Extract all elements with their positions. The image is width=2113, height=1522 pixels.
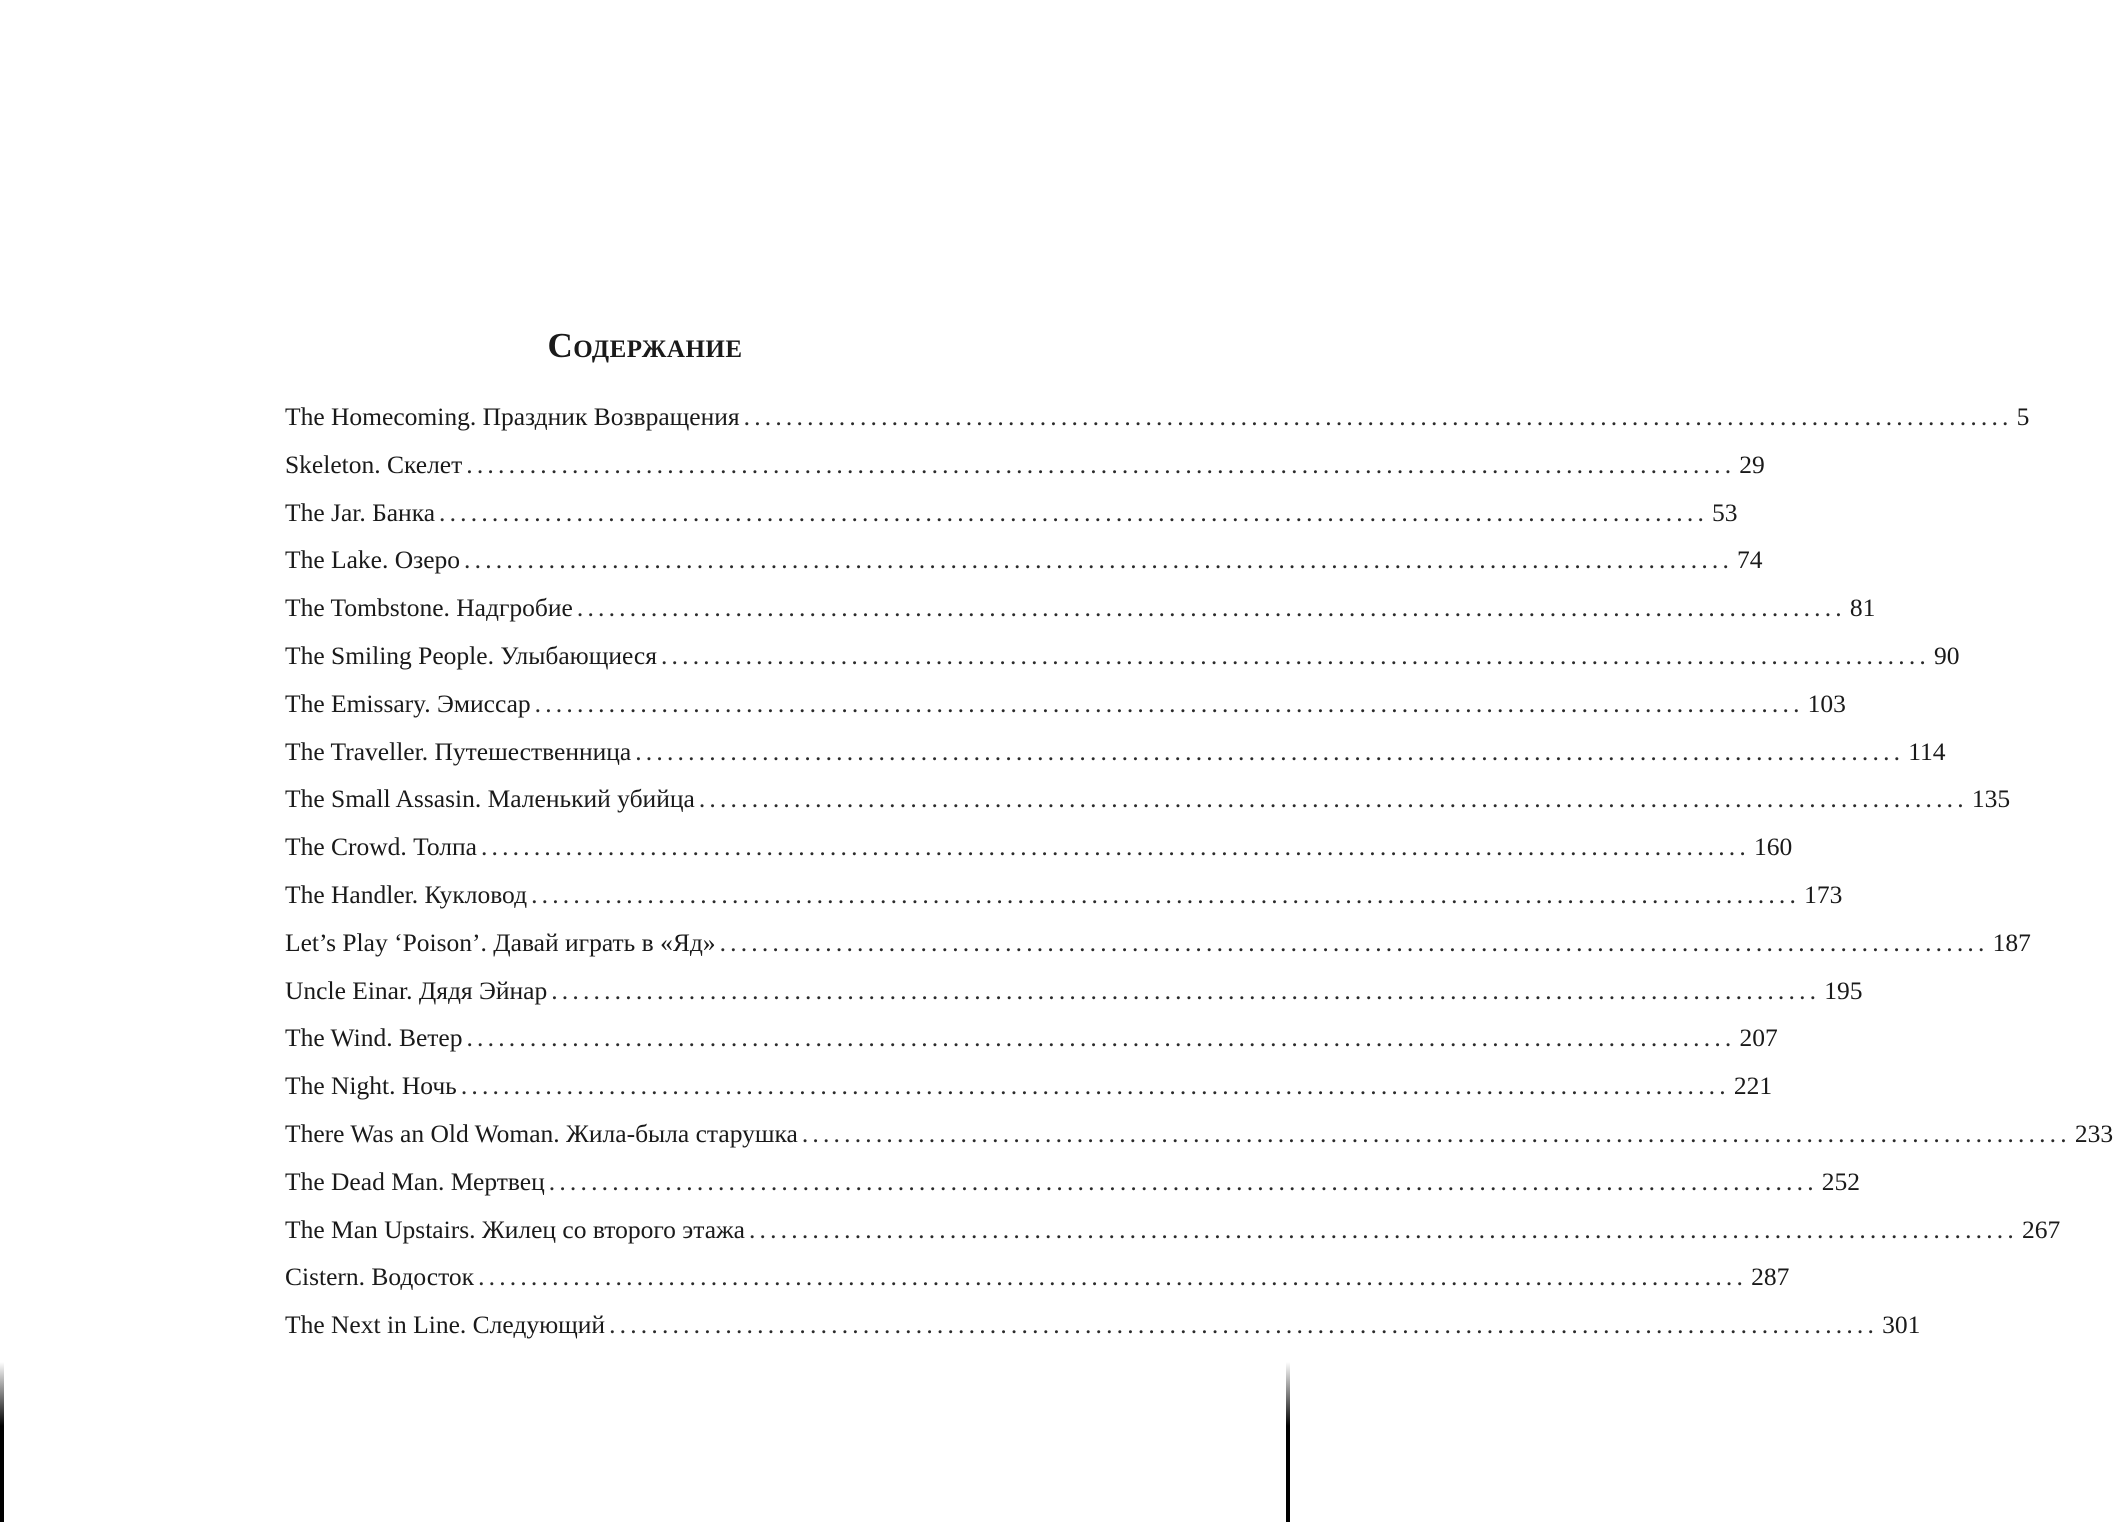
toc-entry — [285, 632, 1960, 680]
dot-leader: ........................................................................................................................ — [609, 1310, 1879, 1340]
toc-entry-title: The Lake. Озеро — [285, 545, 461, 575]
dot-leader: ........................................................................................................................ — [534, 688, 1804, 718]
toc-entry-page: 221 — [1733, 1071, 1773, 1101]
toc-entry — [285, 536, 1763, 584]
toc-entry — [285, 680, 1846, 728]
dot-leader: ........................................................................................................................ — [551, 975, 1821, 1005]
page-title: Содержание — [547, 326, 743, 365]
dot-leader: ........................................................................................................................ — [439, 497, 1709, 527]
toc-entry-page: 114 — [1908, 736, 1946, 766]
dot-leader: ........................................................................................................................ — [743, 402, 2013, 431]
toc-entry-title: Skeleton. Скелет — [285, 449, 463, 479]
toc-entry-page: 187 — [1992, 927, 2031, 957]
toc-entry — [285, 871, 1843, 919]
toc-entry-page: 74 — [1737, 545, 1763, 575]
toc-entry-title: Let’s Play ‘Poison’. Давай играть в «Яд» — [285, 927, 716, 957]
toc-entry — [285, 967, 1863, 1015]
toc-entry-title: The Man Upstairs. Жилец со второго этажа — [285, 1214, 745, 1244]
toc-entry-page: 252 — [1821, 1166, 1861, 1196]
dot-leader: ........................................................................................................................ — [531, 879, 1801, 909]
toc-entry — [285, 1062, 1773, 1110]
dot-leader: ........................................................................................................................ — [480, 832, 1750, 862]
toc-entry-page: 90 — [1933, 640, 1960, 670]
toc-entry-page: 53 — [1712, 497, 1738, 527]
toc-entry-title: The Crowd. Толпа — [285, 832, 477, 862]
toc-entry — [285, 1158, 1861, 1206]
toc-entry-page: 5 — [2016, 402, 2030, 431]
dot-leader: ........................................................................................................................ — [466, 1023, 1736, 1053]
toc-entry — [285, 584, 1876, 632]
dot-leader: ........................................................................................................................ — [464, 545, 1734, 575]
toc-entry-page: 267 — [2021, 1214, 2061, 1244]
toc-entry-page: 81 — [1849, 593, 1876, 623]
toc-entry-page: 135 — [1971, 784, 2011, 814]
table-of-contents — [285, 393, 2113, 1349]
toc-entry-page: 301 — [1882, 1310, 1921, 1340]
toc-entry — [285, 1110, 2113, 1158]
toc-entry-title: The Tombstone. Надгробие — [285, 593, 573, 623]
dot-leader: ........................................................................................................................ — [548, 1166, 1818, 1196]
toc-entry — [285, 728, 1946, 776]
toc-entry-title: The Traveller. Путешественница — [285, 736, 632, 766]
dot-leader: ........................................................................................................................ — [460, 1071, 1730, 1101]
toc-entry-page: 29 — [1739, 449, 1765, 479]
toc-entry-page: 160 — [1753, 832, 1793, 862]
toc-entry-page: 173 — [1804, 879, 1843, 909]
toc-entry-title: Cistern. Водосток — [285, 1262, 475, 1292]
toc-entry — [285, 489, 1738, 537]
toc-entry — [285, 919, 2031, 967]
dot-leader: ........................................................................................................................ — [748, 1214, 2018, 1244]
dot-leader: ........................................................................................................................ — [635, 736, 1905, 766]
dot-leader: ........................................................................................................................ — [576, 593, 1846, 623]
dot-leader: ........................................................................................................................ — [660, 640, 1930, 670]
toc-entry-title: Uncle Einar. Дядя Эйнар — [285, 975, 548, 1005]
toc-entry — [285, 823, 1793, 871]
toc-entry-title: The Jar. Банка — [285, 497, 436, 527]
toc-entry-page: 287 — [1751, 1262, 1790, 1292]
toc-entry-title: The Homecoming. Праздник Возвращения — [285, 402, 740, 431]
dot-leader: ........................................................................................................................ — [698, 784, 1968, 814]
dot-leader: ........................................................................................................................ — [466, 449, 1736, 479]
toc-entry — [285, 775, 2011, 823]
toc-entry-title: The Handler. Кукловод — [285, 879, 528, 909]
toc-entry — [285, 1206, 2061, 1254]
toc-entry-title: The Night. Ночь — [285, 1071, 457, 1101]
toc-entry-page: 103 — [1807, 688, 1846, 718]
page-edge-left — [0, 1362, 4, 1522]
toc-entry — [285, 1253, 1790, 1301]
dot-leader: ........................................................................................................................ — [719, 927, 1989, 957]
toc-entry-page: 207 — [1739, 1023, 1778, 1053]
toc-entry — [285, 393, 2030, 441]
toc-entry-title: The Smiling People. Улыбающиеся — [285, 640, 657, 670]
toc-entry — [285, 441, 1765, 489]
toc-entry-title: The Dead Man. Мертвец — [285, 1166, 545, 1196]
toc-entry — [285, 1301, 1921, 1349]
toc-entry-title: The Next in Line. Следующий — [285, 1310, 606, 1340]
toc-entry-page: 233 — [2074, 1118, 2113, 1148]
toc-entry-page: 195 — [1824, 975, 1863, 1005]
page-edge-right — [1286, 1362, 1290, 1522]
dot-leader: ........................................................................................................................ — [801, 1118, 2071, 1148]
toc-entry-title: There Was an Old Woman. Жила-была старушка — [285, 1118, 798, 1148]
toc-entry-title: The Emissary. Эмиссар — [285, 688, 531, 718]
toc-entry-title: The Small Assasin. Маленький убийца — [285, 784, 695, 814]
toc-entry — [285, 1014, 1778, 1062]
dot-leader: ........................................................................................................................ — [478, 1262, 1748, 1292]
toc-entry-title: The Wind. Ветер — [285, 1023, 463, 1053]
